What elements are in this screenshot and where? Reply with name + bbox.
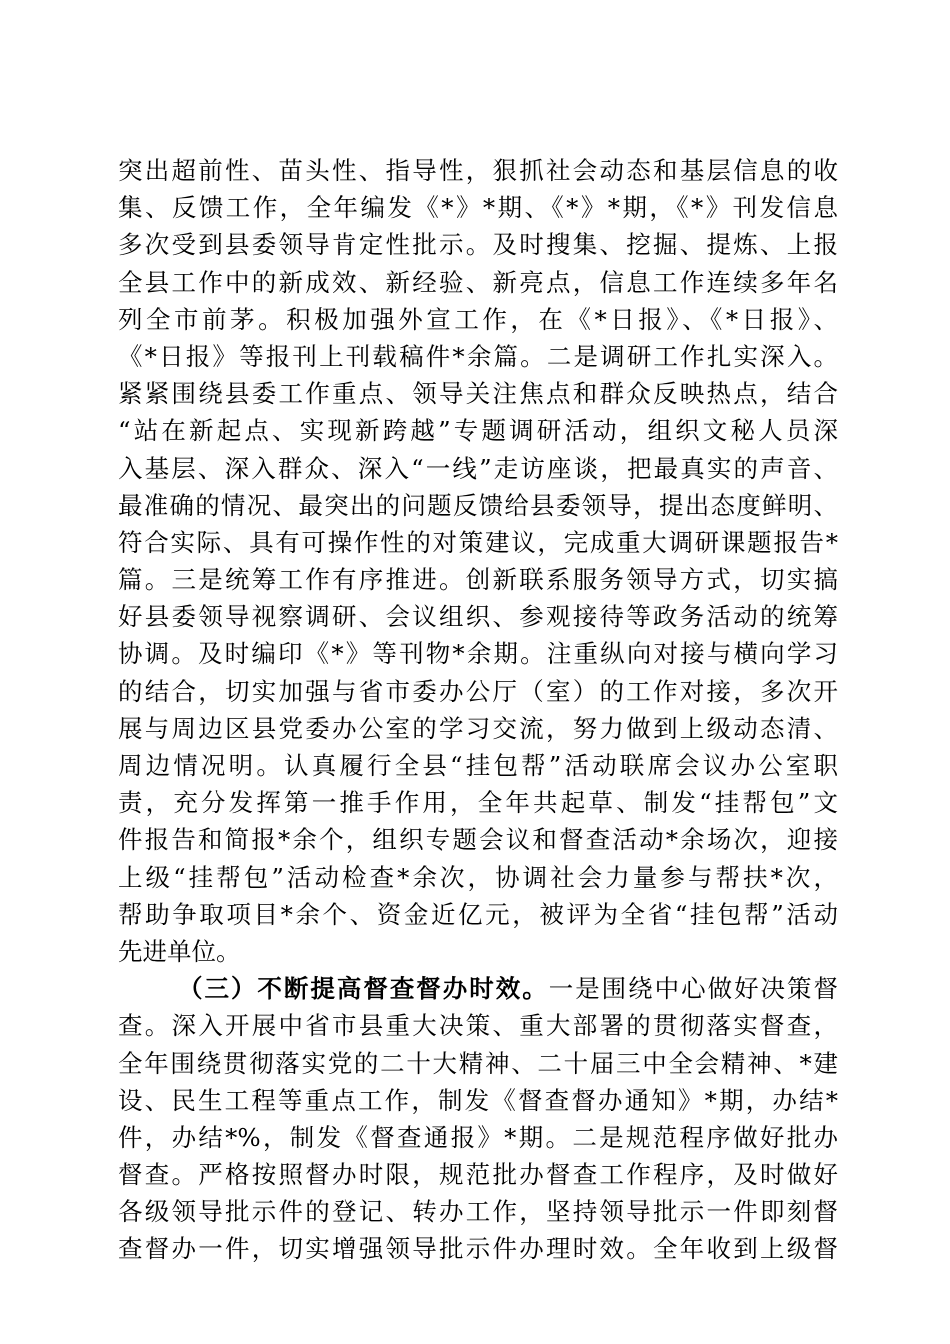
paragraph-line: 多次受到县委领导肯定性批示。及时搜集、挖掘、提炼、上报 (118, 230, 838, 260)
paragraph-line: 列全市前茅。积极加强外宣工作，在《*日报》、《*日报》、 (118, 304, 838, 334)
paragraph-line: 的结合，切实加强与省市委办公厅（室）的工作对接，多次开 (118, 676, 838, 706)
paragraph-line: 督查。严格按照督办时限，规范批办督查工作程序，及时做好 (118, 1160, 838, 1190)
paragraph-line: 件，办结*%，制发《督查通报》*期。二是规范程序做好批办 (118, 1122, 838, 1152)
paragraph-line: 突出超前性、苗头性、指导性，狠抓社会动态和基层信息的收 (118, 156, 838, 185)
section-3-first-line-text: 一是围绕中心做好决策督 (548, 974, 839, 1004)
paragraph-line: 责，充分发挥第一推手作用，全年共起草、制发“挂帮包”文 (118, 788, 838, 818)
paragraph-line: 紧紧围绕县委工作重点、领导关注焦点和群众反映热点，结合 (118, 379, 838, 409)
paragraph-line: 展与周边区县党委办公室的学习交流，努力做到上级动态清、 (118, 713, 838, 743)
paragraph-line: 各级领导批示件的登记、转办工作，坚持领导批示一件即刻督 (118, 1197, 838, 1227)
paragraph-line: 全年围绕贯彻落实党的二十大精神、二十届三中全会精神、*建 (118, 1048, 838, 1078)
paragraph-line: 件报告和简报*余个，组织专题会议和督查活动*余场次，迎接 (118, 825, 838, 855)
paragraph-line: 上级“挂帮包”活动检查*余次，协调社会力量参与帮扶*次， (118, 862, 838, 892)
section-3-first-line (118, 970, 838, 1007)
paragraph-line: 全县工作中的新成效、新经验、新亮点，信息工作连续多年名 (118, 267, 838, 297)
section-3-heading: （三）不断提高督查督办时效。 (178, 974, 549, 1004)
paragraph-line: 帮助争取项目*余个、资金近亿元，被评为全省“挂包帮”活动 (118, 899, 838, 929)
paragraph-line: 《*日报》等报刊上刊载稿件*余篇。二是调研工作扎实深入。 (118, 341, 838, 371)
paragraph-line: 符合实际、具有可操作性的对策建议，完成重大调研课题报告* (118, 527, 838, 557)
paragraph-line: 最准确的情况、最突出的问题反馈给县委领导，提出态度鲜明、 (118, 490, 838, 520)
document-body (118, 152, 838, 1268)
paragraph-line: 周边情况明。认真履行全县“挂包帮”活动联席会议办公室职 (118, 751, 838, 780)
paragraph-line: 设、民生工程等重点工作，制发《督查督办通知》*期，办结* (118, 1085, 838, 1115)
paragraph-line: 查督办一件，切实增强领导批示件办理时效。全年收到上级督 (118, 1234, 838, 1264)
paragraph-line: 先进单位。 (118, 936, 241, 966)
paragraph-line: 篇。三是统筹工作有序推进。创新联系服务领导方式，切实搞 (118, 565, 838, 595)
paragraph-line: 集、反馈工作，全年编发《*》*期、《*》*期，《*》刊发信息 (118, 193, 838, 223)
paragraph-line: 入基层、深入群众、深入“一线”走访座谈，把最真实的声音、 (118, 453, 838, 483)
paragraph-line: “站在新起点、实现新跨越”专题调研活动，组织文秘人员深 (118, 416, 838, 446)
paragraph-line: 好县委领导视察调研、会议组织、参观接待等政务活动的统筹 (118, 602, 838, 632)
paragraph-line: 查。深入开展中省市县重大决策、重大部署的贯彻落实督查， (118, 1011, 838, 1041)
paragraph-line: 协调。及时编印《*》等刊物*余期。注重纵向对接与横向学习 (118, 639, 838, 669)
